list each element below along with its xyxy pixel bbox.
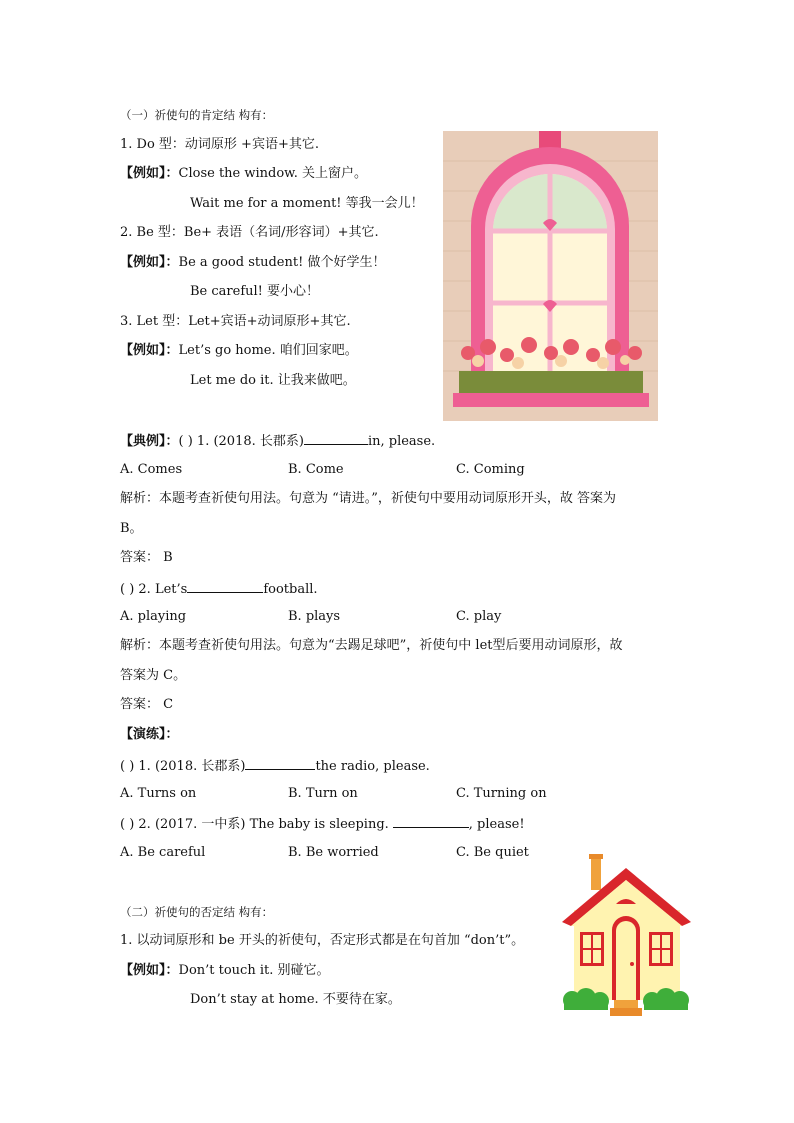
house-illustration [560,852,693,1024]
example-text: Close the window. 关上窗户。 [178,166,368,181]
option-c: C. Be quiet [456,845,529,860]
option-a: A. Turns on [120,786,197,801]
option-c: C. play [456,609,502,624]
negative-example-1 [120,963,329,979]
question-suffix: football. [263,582,318,597]
typical-question-2 [120,580,318,598]
option-b: B. Be worried [288,845,379,860]
question-prefix: ( ) 1. (2018. 长郡系) [178,434,304,449]
option-c: C. Coming [456,462,525,477]
practice-question-1 [120,757,430,775]
question-prefix: ( ) 2. Let’s [120,582,188,597]
let-example-2: Let me do it. 让我来做吧。 [190,373,356,388]
answer-text: 答案： C [120,697,174,712]
question-suffix: , please! [468,817,525,832]
be-type-rule: 2. Be 型：Be+ 表语（名词/形容词）+其它. [120,225,379,240]
question-suffix: in, please. [367,434,436,449]
example-text: Let’s go home. 咱们回家吧。 [178,343,358,358]
option-b: B. plays [288,609,341,624]
example-text: Be a good student! 做个好学生！ [178,255,386,270]
example-label: 【例如】： [120,166,179,181]
do-example-1 [120,166,367,182]
option-b: B. Turn on [288,786,358,801]
analysis-text-cont: B。 [120,521,143,536]
option-a: A. playing [120,609,187,624]
answer-blank[interactable] [245,757,315,770]
option-a: A. Be careful [120,845,206,860]
example-label: 【例如】： [120,963,179,978]
be-example-1 [120,255,385,271]
option-a: A. Comes [120,462,183,477]
practice-label: 【演练】： [120,727,179,742]
typical-label: 【典例】： [120,434,179,449]
answer-blank[interactable] [304,432,368,445]
example-text: Don’t touch it. 别碰它。 [178,963,330,978]
let-example-1 [120,343,358,359]
example-label: 【例如】： [120,343,179,358]
option-b: B. Come [288,462,344,477]
option-c: C. Turning on [456,786,547,801]
be-example-2: Be careful! 要小心！ [190,284,320,299]
answer-text: 答案： B [120,550,173,565]
window-illustration [443,131,658,421]
analysis-text: 解析：本题考查祈使句用法。句意为“去踢足球吧”，祈使句中 let型后要用动词原形，故 [120,638,623,653]
typical-question-1 [120,432,435,450]
let-type-rule: 3. Let 型：Let+宾语+动词原形+其它. [120,314,351,329]
question-prefix: ( ) 2. (2017. 一中系) The baby is sleeping. [120,817,389,832]
do-type-rule: 1. Do 型：动词原形 +宾语+其它. [120,137,319,152]
question-prefix: ( ) 1. (2018. 长郡系) [120,759,246,774]
question-suffix: the radio, please. [315,759,430,774]
answer-blank[interactable] [393,815,469,828]
negative-rule: 1. 以动词原形和 be 开头的祈使句，否定形式都是在句首加 “don’t”。 [120,933,525,948]
do-example-2: Wait me for a moment! 等我一会儿！ [190,196,424,211]
section2-heading: （二）祈使句的否定结 构有： [120,905,274,919]
negative-example-2: Don’t stay at home. 不要待在家。 [190,992,401,1007]
practice-question-2 [120,815,525,833]
answer-blank[interactable] [187,580,263,593]
analysis-text-cont: 答案为 C。 [120,668,187,683]
example-label: 【例如】： [120,255,179,270]
analysis-text: 解析：本题考查祈使句用法。句意为 “请进。”，祈使句中要用动词原形开头，故 答案为 [120,491,617,506]
section1-heading: （一）祈使句的肯定结 构有： [120,108,274,122]
